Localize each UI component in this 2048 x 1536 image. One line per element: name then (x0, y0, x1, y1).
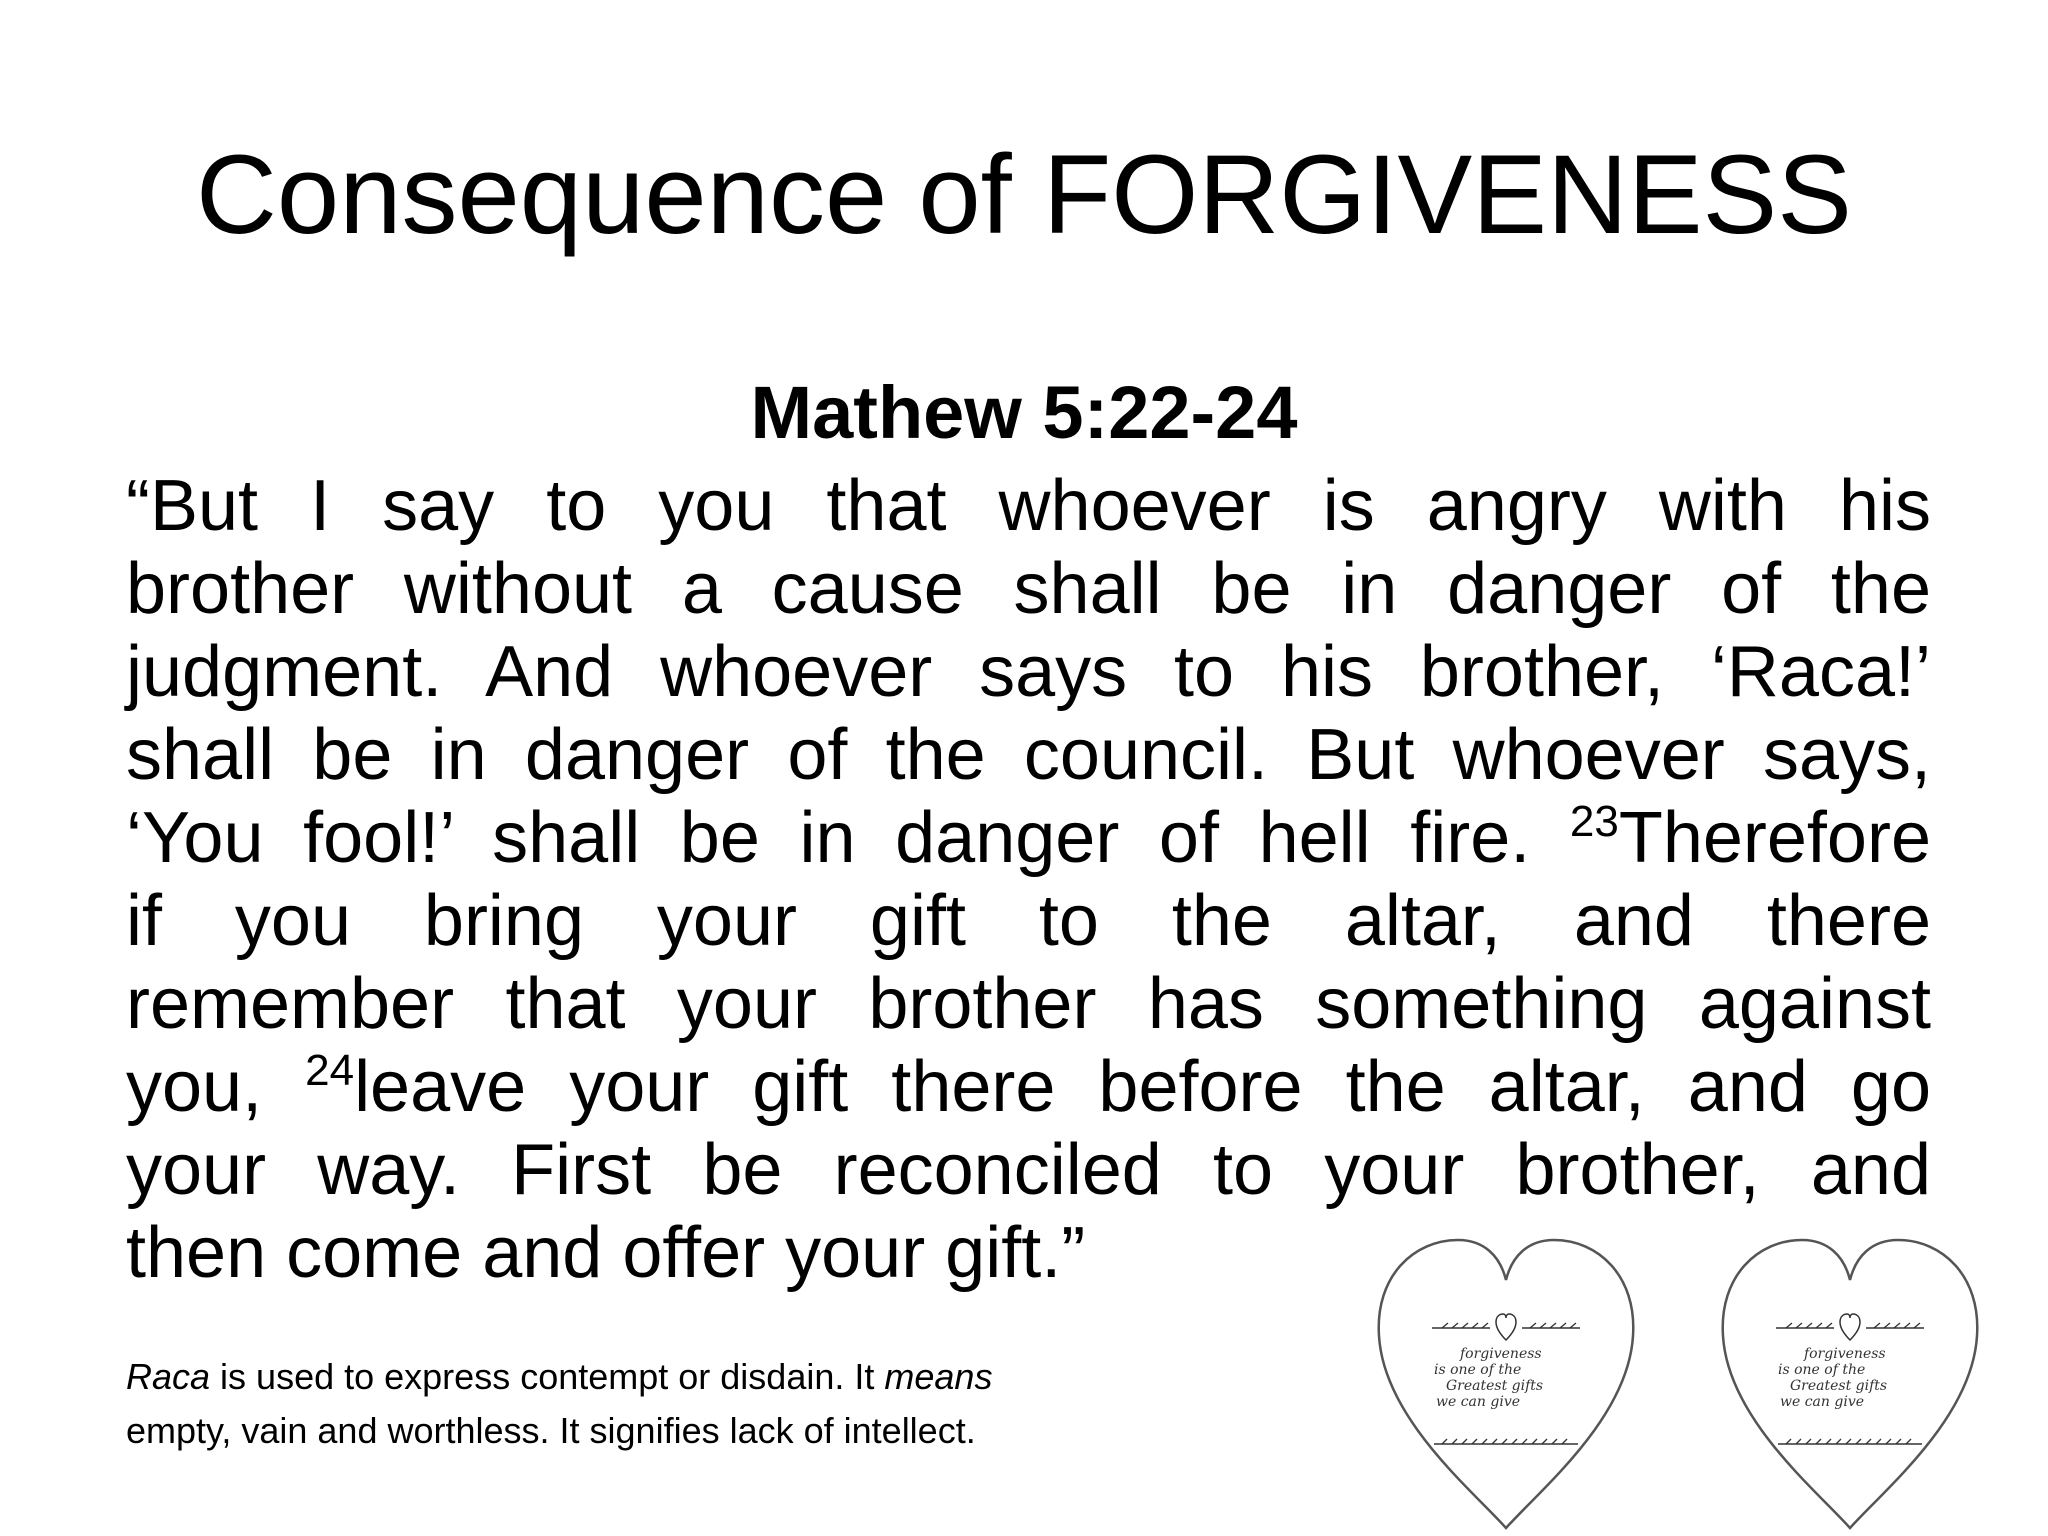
verse-line: your way. First be reconciled to your brother, and (126, 1130, 1931, 1210)
verse-23-group (1570, 798, 1931, 878)
footnote-emphasis: means (884, 1356, 993, 1397)
verse-number: 24 (305, 1046, 355, 1095)
verse-line-text: you, (126, 1047, 263, 1127)
footnote-text: is used to express contempt or disdain. It (210, 1356, 885, 1397)
heart-caption-line: Greatest gifts (1446, 1378, 1544, 1394)
verse-line: if you bring your gift to the altar, and there (126, 881, 1931, 961)
verse-24-group (305, 1047, 1931, 1127)
scripture-reference: Mathew 5:22-24 (750, 371, 1298, 454)
heart-caption-line: we can give (1436, 1394, 1521, 1410)
heart-illustration (1716, 1228, 1984, 1536)
verse-number: 23 (1569, 797, 1619, 846)
verse-line: then come and offer your gift.” (126, 1213, 1086, 1293)
heart-caption (1778, 1346, 1908, 1410)
heart-caption-line: forgiveness (1460, 1346, 1542, 1362)
footnote-line: empty, vain and worthless. It signifies lack of intellect. (126, 1410, 976, 1451)
heart-caption (1434, 1346, 1564, 1410)
heart-caption-line: is one of the (1778, 1362, 1866, 1378)
heart-caption-line: forgiveness (1804, 1346, 1886, 1362)
footnote-term: Raca (126, 1356, 211, 1397)
footnote-line (126, 1350, 1176, 1404)
verse-line: remember that your brother has something against (126, 964, 1931, 1044)
verse-line: “But I say to you that whoever is angry with his (126, 466, 1931, 546)
verse-line: brother without a cause shall be in danger of the (126, 549, 1931, 629)
verse-line-text: ‘You fool!’ shall be in danger of hell fire. (126, 798, 1531, 878)
verse-line-text: leave your gift there before the altar, and go (354, 1047, 1931, 1127)
verse-line: judgment. And whoever says to his brother, ‘Raca!’ (126, 632, 1931, 712)
scripture-passage (126, 465, 1931, 1295)
heart-caption-line: Greatest gifts (1790, 1378, 1888, 1394)
footnote (126, 1350, 1176, 1458)
heart-caption-line: we can give (1780, 1394, 1865, 1410)
verse-line-with-number (126, 1046, 1931, 1129)
verse-line: shall be in danger of the council. But whoever says, (126, 715, 1931, 795)
heart-caption-line: is one of the (1434, 1362, 1522, 1378)
slide-title: Consequence of FORGIVENESS (196, 132, 1852, 257)
heart-illustration (1372, 1228, 1640, 1536)
verse-line-text: Therefore (1618, 798, 1931, 878)
verse-line-with-number (126, 797, 1931, 880)
